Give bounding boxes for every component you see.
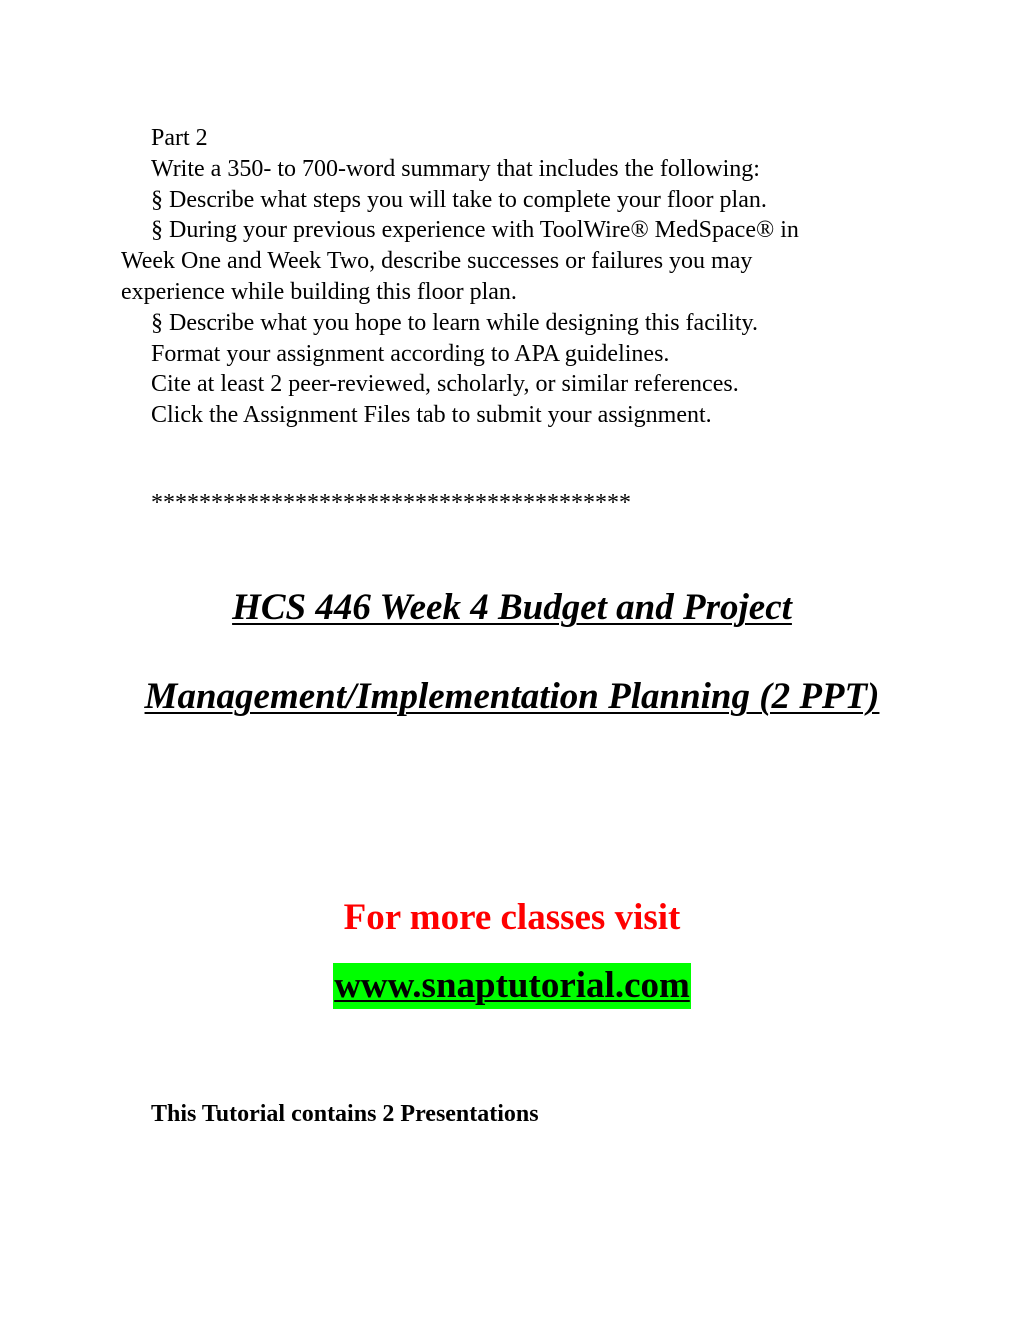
course-title-line-1: HCS 446 Week 4 Budget and Project — [232, 587, 792, 628]
instruction-continuation: Week One and Week Two, describe successes or failures you may — [121, 248, 753, 274]
instruction-line: Cite at least 2 peer-reviewed, scholarly, or similar references. — [151, 371, 739, 397]
promo-url-link[interactable]: www.snaptutorial.com — [333, 963, 691, 1009]
instruction-bullet: § During your previous experience with ToolWire® MedSpace® in — [151, 217, 799, 243]
instruction-line: Format your assignment according to APA guidelines. — [151, 341, 670, 367]
instruction-line: Click the Assignment Files tab to submit your assignment. — [151, 402, 712, 428]
instruction-continuation: experience while building this floor plan. — [121, 279, 517, 305]
instruction-bullet: § Describe what steps you will take to complete your floor plan. — [151, 187, 767, 213]
instruction-line: Write a 350- to 700-word summary that includes the following: — [151, 156, 760, 182]
part-label: Part 2 — [151, 125, 208, 151]
promo-text: For more classes visit — [343, 897, 681, 938]
tutorial-note: This Tutorial contains 2 Presentations — [151, 1101, 539, 1127]
separator-stars: **************************************** — [151, 490, 631, 516]
instruction-bullet: § Describe what you hope to learn while designing this facility. — [151, 310, 758, 336]
course-title-line-2: Management/Implementation Planning (2 PPT) — [144, 676, 880, 717]
promo-url-container — [0, 963, 1024, 1009]
